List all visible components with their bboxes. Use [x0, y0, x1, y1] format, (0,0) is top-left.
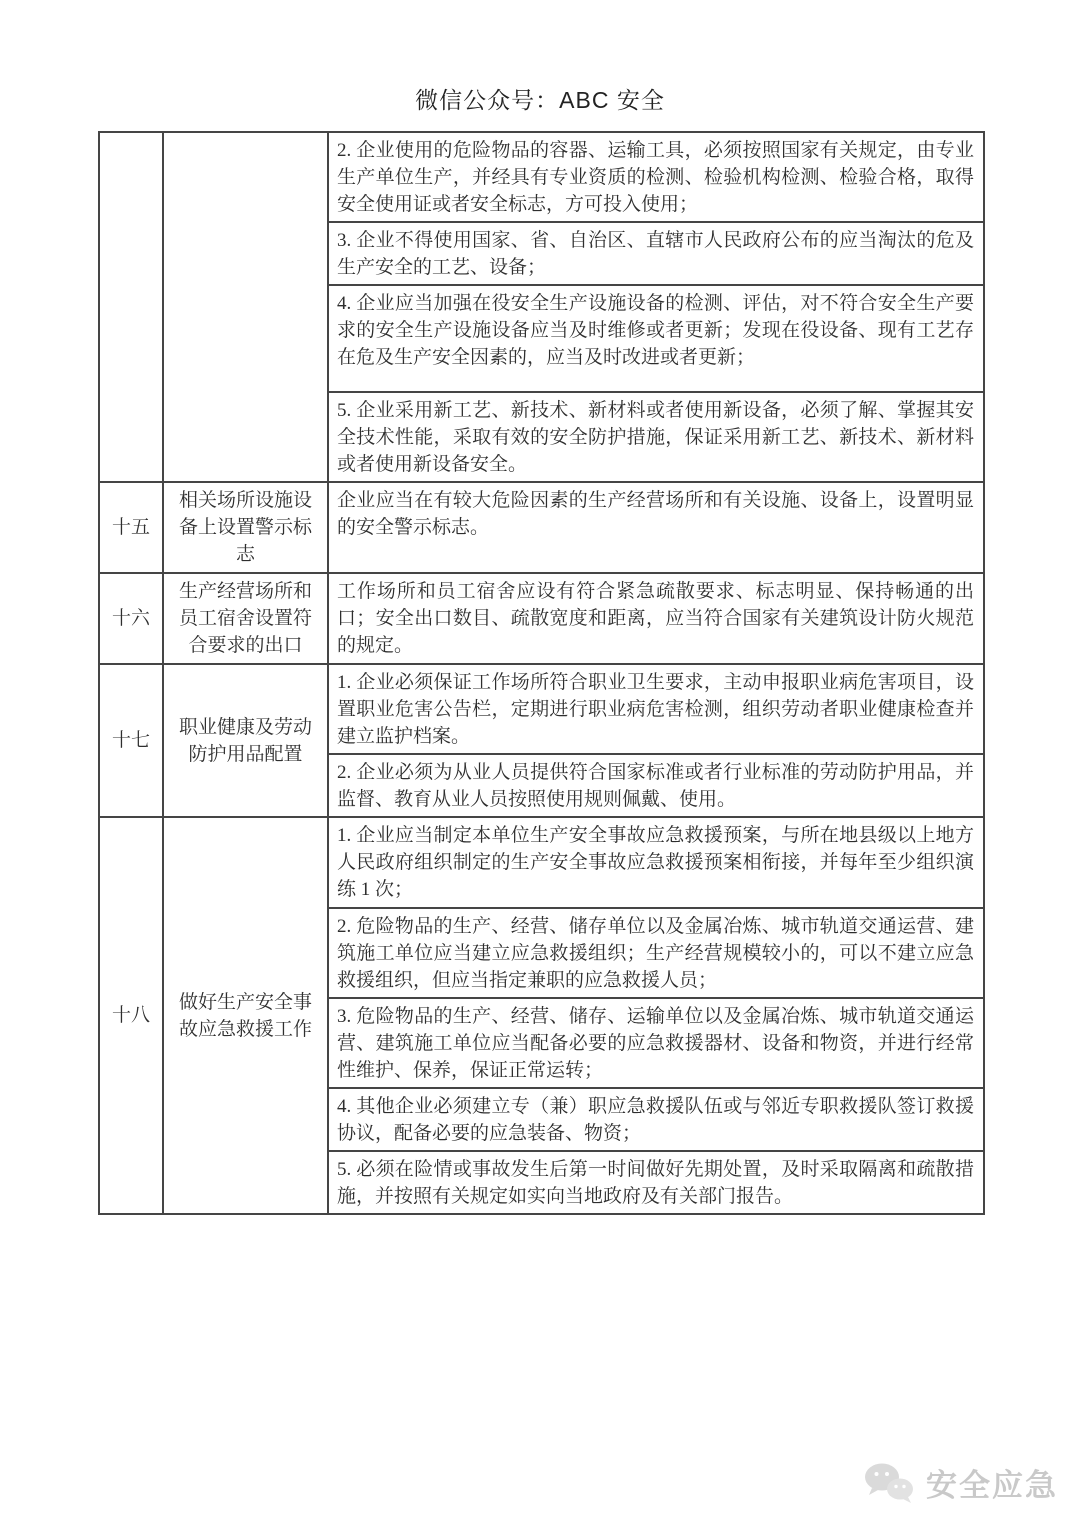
wechat-icon — [862, 1461, 916, 1505]
table-cell: 企业应当在有较大危险因素的生产经营场所和有关设施、设备上，设置明显的安全警示标志。 — [337, 490, 974, 538]
table-cell: 1. 企业应当制定本单位生产安全事故应急救援预案，与所在地县级以上地方人民政府组织制定的生产安全事故应急救援预案相衔接，并每年至少组织演练 1 次； — [337, 825, 974, 900]
table-cell: 3. 危险物品的生产、经营、储存、运输单位以及金属冶炼、城市轨道交通运营、建筑施工单位应当配备必要的应急救援器材、设备和物资，并进行经常性维护、保养，保证正常运转； — [329, 997, 983, 1087]
table-cell: 2. 危险物品的生产、经营、储存单位以及金属冶炼、城市轨道交通运营、建筑施工单位应当建立应急救援组织；生产经营规模较小的，可以不建立应急救援组织，但应当指定兼职的应急救援人员； — [329, 907, 983, 997]
row-category-cell: 生产经营场所和员工宿舍设置符合要求的出口 — [162, 574, 329, 663]
row-content-column — [329, 133, 983, 481]
watermark-text: 安全应急 — [926, 1468, 1058, 1503]
table-cell: 工作场所和员工宿舍应设有符合紧急疏散要求、标志明显、保持畅通的出口；安全出口数目、疏散宽度和距离，应当符合国家有关建筑设计防火规范的规定。 — [337, 581, 974, 656]
table-cell: 2. 企业必须为从业人员提供符合国家标准或者行业标准的劳动防护用品，并监督、教育从业人员按照使用规则佩戴、使用。 — [329, 753, 983, 816]
page-title: 微信公众号：ABC 安全 — [415, 87, 665, 113]
watermark — [862, 1460, 1058, 1505]
table-cell: 3. 企业不得使用国家、省、自治区、直辖市人民政府公布的应当淘汰的危及生产安全的工艺、设备； — [329, 221, 983, 284]
row-number-cell: 十八 — [111, 1005, 150, 1026]
row-number-cell — [100, 133, 162, 481]
row-category-cell: 职业健康及劳动防护用品配置 — [162, 665, 329, 816]
table-row-15 — [100, 481, 983, 572]
table-cell: 1. 企业必须保证工作场所符合职业卫生要求，主动申报职业病危害项目，设置职业危害公告栏，定期进行职业病危害检测，组织劳动者职业健康检查并建立监护档案。 — [337, 672, 974, 747]
table-cell: 4. 企业应当加强在役安全生产设施设备的检测、评估，对不符合安全生产要求的安全生产设施设备应当及时维修或者更新；发现在役设备、现有工艺存在危及生产安全因素的，应当及时改进或者更新； — [329, 284, 983, 391]
row-category-cell: 相关场所设施设备上设置警示标志 — [162, 483, 329, 572]
table-row-16 — [100, 572, 983, 663]
table-row-17 — [100, 663, 983, 816]
row-content-column — [329, 818, 983, 1213]
row-number-cell: 十六 — [111, 608, 150, 629]
row-category-cell — [162, 133, 329, 481]
row-number-cell: 十五 — [111, 517, 150, 538]
row-content-column — [329, 665, 983, 816]
table-cell: 5. 企业采用新工艺、新技术、新材料或者使用新设备，必须了解、掌握其安全技术性能，采取有效的安全防护措施，保证采用新工艺、新技术、新材料或者使用新设备安全。 — [329, 391, 983, 481]
row-category-cell: 做好生产安全事故应急救援工作 — [162, 818, 329, 1213]
row-content-column — [329, 483, 983, 572]
table-row-18 — [100, 816, 983, 1213]
table-row-continuation — [100, 133, 983, 481]
regulations-table — [98, 131, 985, 1215]
table-cell: 5. 必须在险情或事故发生后第一时间做好先期处置，及时采取隔离和疏散措施，并按照有关规定如实向当地政府及有关部门报告。 — [329, 1150, 983, 1213]
table-cell: 4. 其他企业必须建立专（兼）职应急救援队伍或与邻近专职救援队签订救援协议，配备必要的应急装备、物资； — [329, 1087, 983, 1150]
row-number-cell: 十七 — [111, 730, 150, 751]
row-content-column — [329, 574, 983, 663]
table-cell: 2. 企业使用的危险物品的容器、运输工具，必须按照国家有关规定，由专业生产单位生产，并经具有专业资质的检测、检验机构检测、检验合格，取得安全使用证或者安全标志，方可投入使用； — [337, 140, 974, 215]
